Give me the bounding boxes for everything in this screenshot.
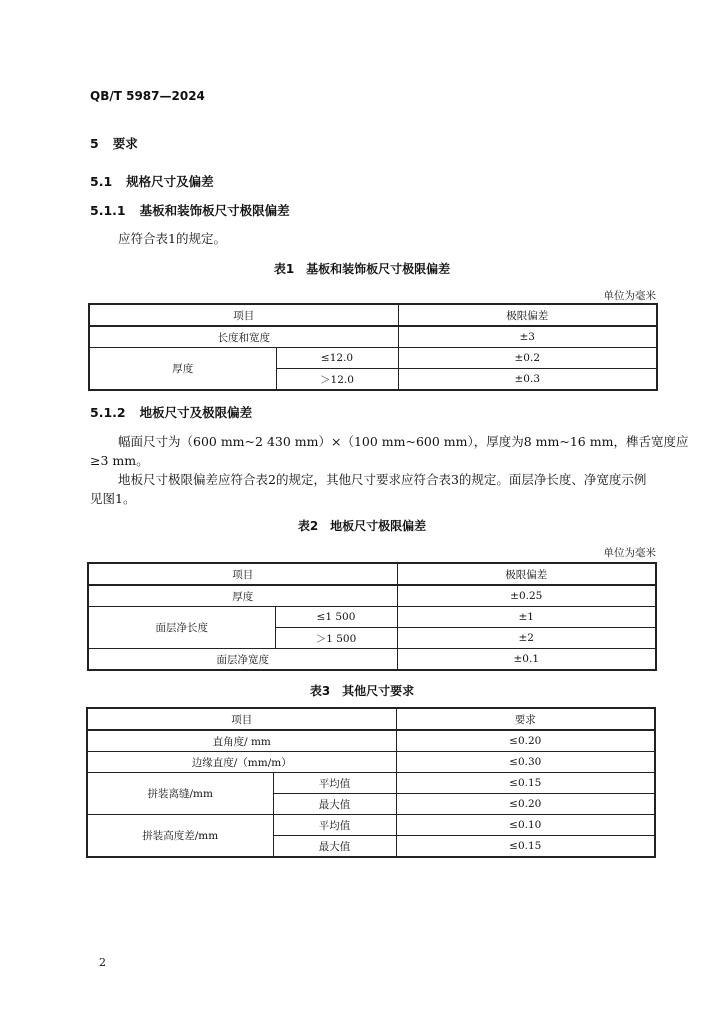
page-number: 2 <box>99 956 106 969</box>
table3-row-label: 拼装离缝/mm <box>87 773 273 815</box>
table2-row-value: ±0.25 <box>397 585 656 607</box>
table3-row-label: 拼装高度差/mm <box>87 815 273 858</box>
table1-unit: 单位为毫米 <box>603 290 656 302</box>
paragraph-5-1-2-line: 地板尺寸极限偏差应符合表2的规定，其他尺寸要求应符合表3的规定。面层净长度、净宽度示例 <box>118 472 647 487</box>
table3-row-value: ≤0.30 <box>396 752 655 773</box>
heading-5-1-1-title: 基板和装饰板尺寸极限偏差 <box>139 203 290 218</box>
table3-row-condition: 最大值 <box>273 836 396 858</box>
table3-caption: 表3 其他尺寸要求 <box>309 684 415 698</box>
table1-row-label: 长度和宽度 <box>89 326 398 348</box>
table1-row-label: 厚度 <box>89 348 276 391</box>
table2-header-item: 项目 <box>88 563 397 585</box>
table3-row-value: ≤0.10 <box>396 815 655 836</box>
table3-row-condition: 平均值 <box>273 815 396 836</box>
table1-caption: 表1 基板和装饰板尺寸极限偏差 <box>273 262 451 276</box>
paragraph-5-1-1: 应符合表1的规定。 <box>118 231 226 246</box>
paragraph-5-1-2-line: ≥3 mm。 <box>90 453 149 468</box>
table3-header-value: 要求 <box>396 708 655 730</box>
heading-5-title: 要求 <box>112 136 138 151</box>
heading-5-1-2 <box>90 403 252 421</box>
heading-5-1-number: 5.1 <box>90 174 113 189</box>
table2-row-label: 面层净长度 <box>88 607 275 649</box>
table1-row-condition: ≤12.0 <box>276 348 398 369</box>
table3 <box>86 707 656 858</box>
heading-5-1-title: 规格尺寸及偏差 <box>126 174 214 189</box>
table2-row-value: ±2 <box>397 628 656 649</box>
table2-caption: 表2 地板尺寸极限偏差 <box>297 519 427 533</box>
heading-5-1-2-number: 5.1.2 <box>90 405 126 420</box>
table3-row-value: ≤0.20 <box>396 794 655 815</box>
heading-5-1-1 <box>90 201 290 219</box>
table3-row-value: ≤0.15 <box>396 836 655 858</box>
table2-row-label: 面层净宽度 <box>88 649 397 671</box>
table2-row-condition: ＞1 500 <box>275 628 397 649</box>
table1-header-item: 项目 <box>89 304 398 326</box>
paragraph-5-1-2-line: 见图1。 <box>90 491 136 506</box>
table2-row-condition: ≤1 500 <box>275 607 397 628</box>
table2 <box>87 562 657 671</box>
heading-5-number: 5 <box>90 136 99 151</box>
table3-row-label: 直角度/ mm <box>87 730 396 752</box>
table1-row-value: ±0.2 <box>398 348 657 369</box>
table1-row-value: ±3 <box>398 326 657 348</box>
standard-number: QB/T 5987—2024 <box>90 89 205 103</box>
table1-row-condition: ＞12.0 <box>276 369 398 391</box>
table1 <box>88 303 658 391</box>
paragraph-5-1-2-line: 幅面尺寸为（600 mm~2 430 mm）×（100 mm~600 mm），厚度为8 mm~16 mm，榫舌宽度应 <box>118 434 689 449</box>
table2-row-label: 厚度 <box>88 585 397 607</box>
table3-row-condition: 平均值 <box>273 773 396 794</box>
table1-row-value: ±0.3 <box>398 369 657 391</box>
heading-5 <box>90 134 138 152</box>
table3-row-label: 边缘直度/（mm/m） <box>87 752 396 773</box>
table3-row-condition: 最大值 <box>273 794 396 815</box>
table3-row-value: ≤0.15 <box>396 773 655 794</box>
table3-row-value: ≤0.20 <box>396 730 655 752</box>
table3-header-item: 项目 <box>87 708 396 730</box>
table1-header-value: 极限偏差 <box>398 304 657 326</box>
heading-5-1 <box>90 172 214 190</box>
heading-5-1-1-number: 5.1.1 <box>90 203 126 218</box>
table2-row-value: ±0.1 <box>397 649 656 671</box>
table2-unit: 单位为毫米 <box>603 547 656 559</box>
table2-row-value: ±1 <box>397 607 656 628</box>
heading-5-1-2-title: 地板尺寸及极限偏差 <box>139 405 253 420</box>
table2-header-value: 极限偏差 <box>397 563 656 585</box>
